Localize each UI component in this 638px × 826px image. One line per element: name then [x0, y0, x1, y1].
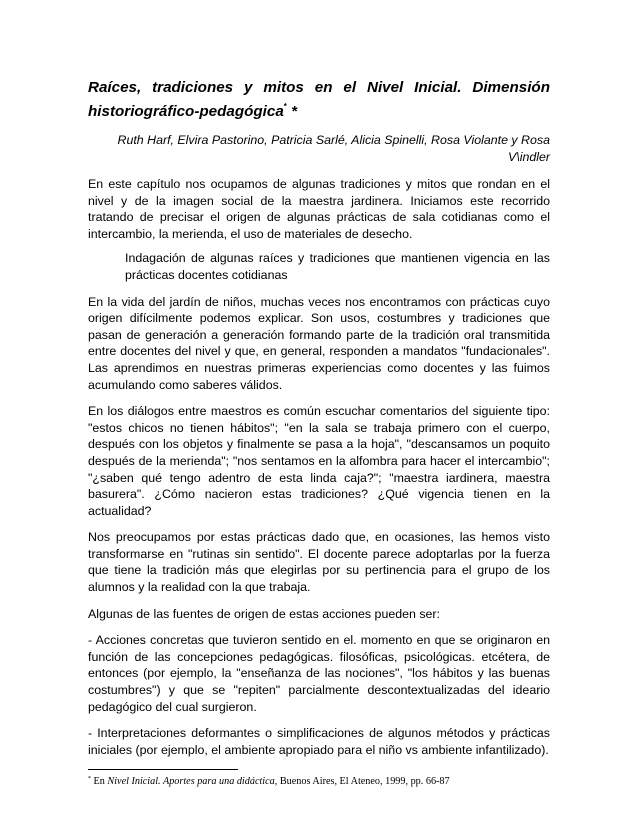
footnote	[88, 773, 550, 788]
document-title	[88, 78, 550, 121]
paragraph-sources-intro: Algunas de las fuentes de origen de estas acciones pueden ser:	[88, 606, 440, 621]
footnote-prefix: En	[93, 776, 105, 788]
footnote-book-title: Nivel Inicial. Aportes para una didáctica,	[107, 776, 278, 788]
paragraph-intro: En este capítulo nos ocupamos de algunas tradiciones y mitos que rondan en el nivel y de la imagen social de la maestra jardinera. Iniciamos este recorrido tratando de precisar el origen de algunas prácticas de sala cotidianas como el intercambio, la merienda, el uso de materiales de desecho.	[88, 177, 550, 241]
list-item-concrete-actions: - Acciones concretas que tuvieron sentido en el. momento en que se originaron en función de las concepciones pedagógicas. filosóficas, psicológicas. etcétera, de entonces (por ejemplo, la "enseñanza de las nociones", "los hábitos y las buenas costumbres") y que se "repiten" parcialmente descontextualizadas del ideario pedagógico del cual surgieron.	[88, 633, 550, 714]
section-heading: Indagación de algunas raíces y tradiciones que mantienen vigencia en las prácticas docentes cotidianas	[125, 251, 550, 282]
paragraph-concerns: Nos preocupamos por estas prácticas dado que, en ocasiones, las hemos visto transformarse en "rutinas sin sentido". El docente parece adoptarlas por la fuerza que tiene la tradición más que elegirlas por su pertinencia para el grupo de los alumnos y la realidad con la que trabaja.	[88, 530, 550, 595]
footnote-mark: *	[88, 776, 91, 783]
document-page	[88, 78, 550, 788]
author-list: Ruth Harf, Elvira Pastorino, Patricia Sarlé, Alicia Spinelli, Rosa Violante y Rosa V\indler	[117, 133, 550, 164]
title-asterisk: *	[291, 103, 298, 120]
list-item-interpretations: - Interpretaciones deformantes o simplificaciones de algunos métodos y prácticas iniciales (por ejemplo, el ambiente apropiado para el niño vs ambiente infantilizado).	[88, 726, 550, 757]
footnote-reference-mark: *	[283, 102, 287, 111]
title-text: Raíces, tradiciones y mitos en el Nivel Inicial. Dimensión historiográfico-pedagógica	[88, 79, 550, 120]
paragraph-dialogues: En los diálogos entre maestros es común escuchar comentarios del siguiente tipo: "estos chicos no tienen hábitos"; "en la sala se trabaja primero con el cuerpo, después con los objetos y finalmente se pasa a la hoja", "descansamos un poquito después de la merienda"; "nos sentamos en la alfombra para hacer el intercambio"; "¿saben qué tengo adentro de esta linda caja?"; "maestra iardinera, maestra basurera". ¿Cómo nacieron estas tradiciones? ¿Qué vigencia tienen en la actualidad?	[88, 404, 550, 518]
footnote-divider	[88, 769, 238, 770]
paragraph-practices: En la vida del jardín de niños, muchas veces nos encontramos con prácticas cuyo origen difícilmente podemos explicar. Son usos, costumbres y tradiciones que pasan de generación a generación formando parte de la tradición oral transmitida entre docentes del nivel y que, en general, responden a mandatos "fundacionales". Las aprendimos en nuestras primeras experiencias como docentes y las fuimos acumulando como saberes válidos.	[88, 294, 550, 392]
footnote-publication: Buenos Aires, El Ateneo, 1999, pp. 66-87	[279, 776, 450, 788]
